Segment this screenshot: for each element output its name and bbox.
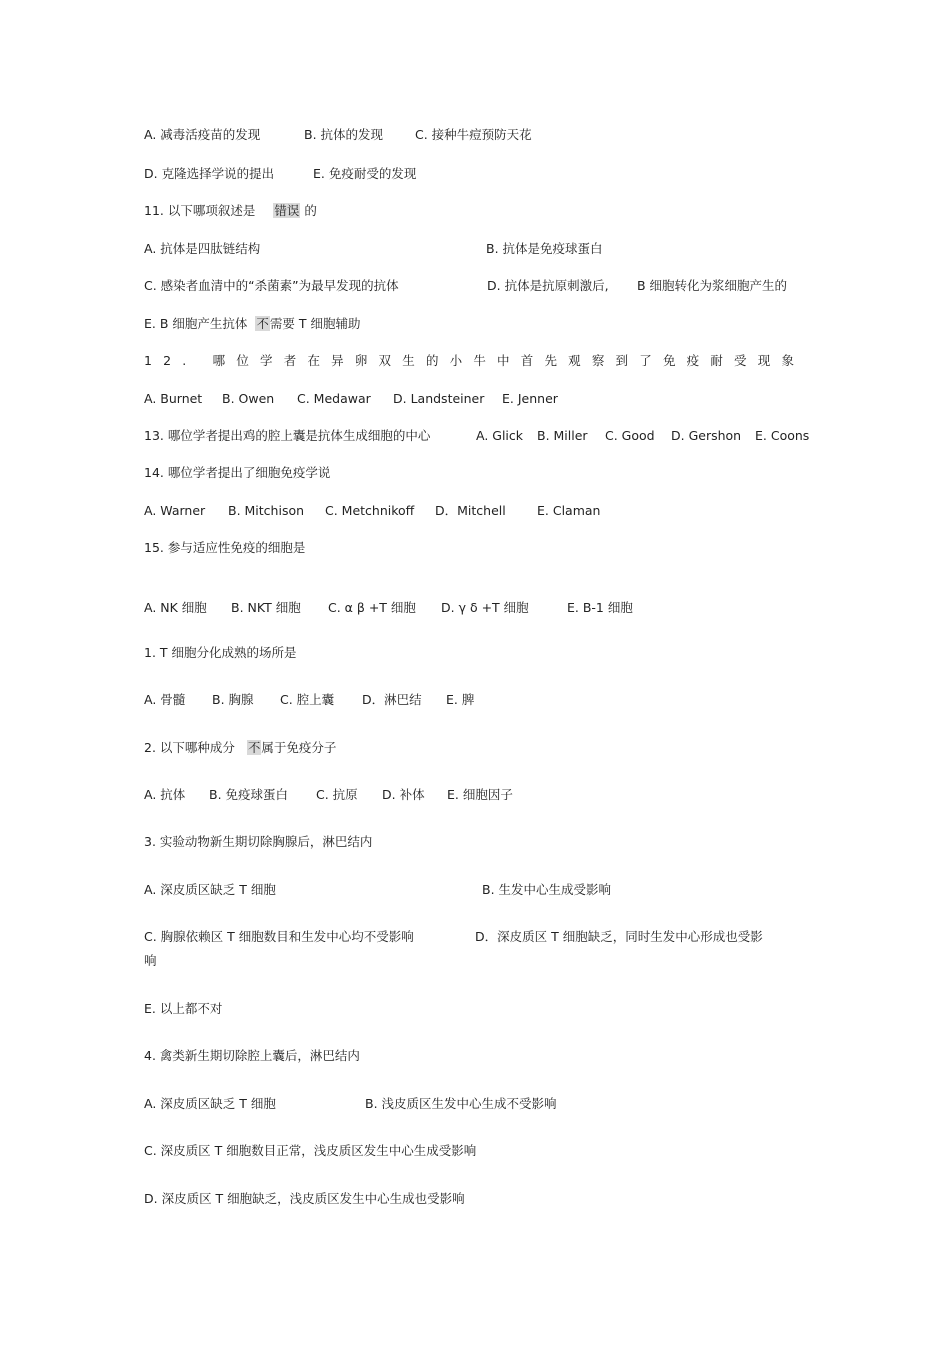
highlighted-word: 不	[247, 740, 261, 755]
option-b: B. Owen	[222, 391, 275, 406]
option-c: C. Good	[605, 428, 655, 443]
option-d: D. 补体	[382, 787, 425, 802]
option-d: D．深皮质区 T 细胞缺乏，同时生发中心形成也受影	[475, 929, 763, 944]
option-b: B. 浅皮质区生发中心生成不受影响	[365, 1096, 557, 1111]
option-b: B. 生发中心生成受影响	[482, 882, 612, 897]
option-c: C. 深皮质区 T 细胞数目正常，浅皮质区发生中心生成受影响	[144, 1143, 477, 1158]
option-a: A. Glick	[476, 428, 524, 443]
question-15: 15. 参与适应性免疫的细胞是	[144, 540, 306, 555]
option-e: E. B-1 细胞	[567, 600, 633, 615]
option-e: E. Claman	[537, 503, 601, 518]
option-e: E. Jenner	[502, 391, 558, 406]
question-12: 12. 哪位学者在异卵双生的小牛中首先观察到了免疫耐受现象	[144, 353, 806, 368]
option-b: B. Miller	[537, 428, 588, 443]
option-a: A. 骨髓	[144, 692, 186, 707]
option-b: B. 抗体是免疫球蛋白	[486, 241, 603, 256]
option-e: E. B 细胞产生抗体	[144, 316, 248, 331]
option-c: C. 抗原	[316, 787, 358, 802]
option-a: A. Burnet	[144, 391, 203, 406]
option-e: E. 以上都不对	[144, 1001, 223, 1016]
option-d: D．淋巴结	[362, 692, 422, 707]
highlighted-word: 不	[256, 316, 269, 331]
option-c: C. Metchnikoff	[325, 503, 415, 518]
option-c: C. 感染者血清中的“杀菌素”为最早发现的抗体	[144, 278, 399, 293]
question-4: 4. 禽类新生期切除腔上囊后，淋巴结内	[144, 1048, 360, 1063]
option-d: D. 克隆选择学说的提出	[144, 166, 275, 181]
option-d: D. Gershon	[671, 428, 742, 443]
option-c: C. α β +T 细胞	[328, 600, 416, 615]
option-b: B. 胸腺	[212, 692, 254, 707]
option-c: C. Medawar	[297, 391, 371, 406]
option-b: B. 免疫球蛋白	[209, 787, 289, 802]
option-a: A. 抗体是四肽链结构	[144, 241, 261, 256]
question-11: 11. 以下哪项叙述是 错误 的	[144, 203, 317, 218]
option-d-cont: B 细胞转化为浆细胞产生的	[637, 278, 788, 293]
option-a: A. Warner	[144, 503, 206, 518]
option-e: E. 免疫耐受的发现	[313, 166, 417, 181]
option-d: D. 深皮质区 T 细胞缺乏，浅皮质区发生中心生成也受影响	[144, 1191, 465, 1206]
option-e: E. 细胞因子	[447, 787, 513, 802]
question-stem: 13. 哪位学者提出鸡的腔上囊是抗体生成细胞的中心	[144, 428, 431, 443]
option-a: A. 抗体	[144, 787, 186, 802]
option-b: B. 抗体的发现	[304, 127, 384, 142]
option-a: A. 深皮质区缺乏 T 细胞	[144, 1096, 276, 1111]
option-a: A. 深皮质区缺乏 T 细胞	[144, 882, 276, 897]
option-b: B. NKT 细胞	[231, 600, 301, 615]
option-d-wrap: 响	[144, 953, 157, 968]
option-a: A. 减毒活疫苗的发现	[144, 127, 261, 142]
option-a: A. NK 细胞	[144, 600, 207, 615]
option-c: C. 胸腺依赖区 T 细胞数目和生发中心均不受影响	[144, 929, 414, 944]
question-2: 2. 以下哪种成分 不属于免疫分子	[144, 740, 337, 755]
option-d: D. Landsteiner	[393, 391, 485, 406]
question-14: 14. 哪位学者提出了细胞免疫学说	[144, 465, 331, 480]
option-d: D．Mitchell	[435, 503, 506, 518]
question-3: 3. 实验动物新生期切除胸腺后，淋巴结内	[144, 834, 373, 849]
option-e: E. Coons	[755, 428, 810, 443]
option-b: B. Mitchison	[228, 503, 305, 518]
option-e: E. 脾	[446, 692, 475, 707]
option-line: E. B 细胞产生抗体 不需要 T 细胞辅助	[144, 316, 361, 331]
option-c: C. 接种牛痘预防天花	[415, 127, 532, 142]
option-d: D. γ δ +T 细胞	[441, 600, 529, 615]
option-c: C. 腔上囊	[280, 692, 335, 707]
question-1: 1. T 细胞分化成熟的场所是	[144, 645, 297, 660]
highlighted-word: 错误	[274, 203, 300, 218]
option-d: D. 抗体是抗原刺激后,	[487, 278, 609, 293]
